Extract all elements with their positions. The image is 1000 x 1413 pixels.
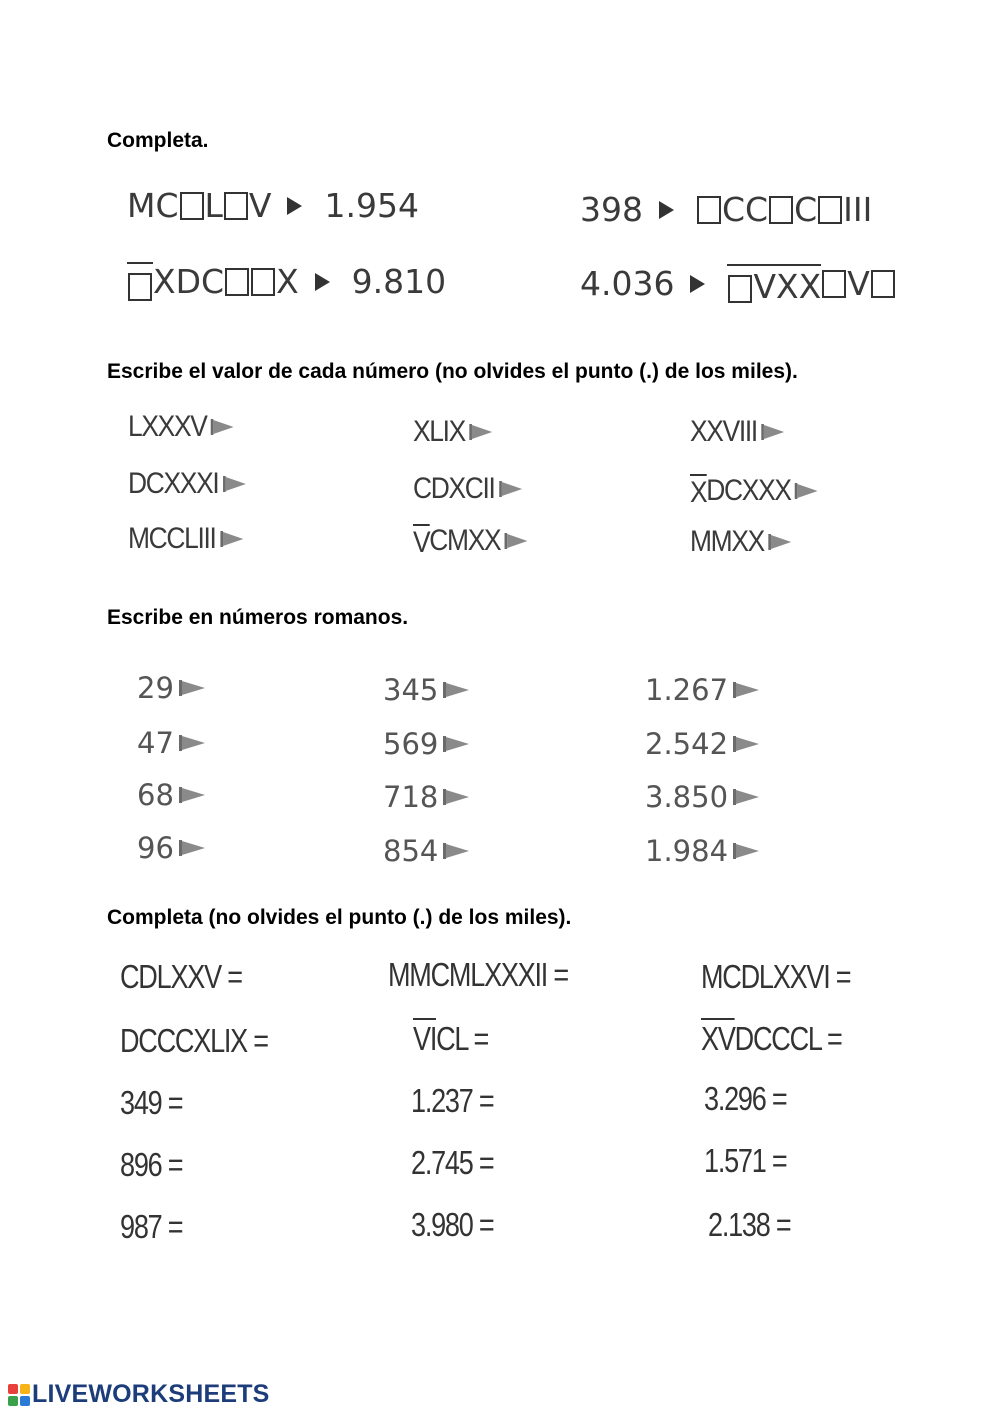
roman-text: MMXX [690, 525, 764, 558]
roman-item [413, 524, 528, 558]
roman-part: MC [127, 186, 179, 225]
number-text: 718 [383, 780, 439, 814]
roman-part: C [794, 190, 818, 229]
number-text: 345 [383, 673, 439, 707]
roman-item [128, 410, 235, 444]
number-item [137, 831, 206, 865]
number-text: 854 [383, 834, 439, 868]
roman-part: V [248, 186, 272, 225]
flag-arrow-icon [442, 680, 470, 700]
number-text: 68 [137, 778, 174, 812]
roman-item [413, 415, 493, 449]
roman-part: XDC [153, 262, 225, 301]
number-item [645, 780, 760, 814]
flag-arrow-icon [210, 417, 235, 437]
number-text: 1.984 [645, 834, 729, 868]
logo-square [8, 1384, 18, 1394]
equation-item: 1.571 = [704, 1142, 787, 1179]
number-item [383, 673, 470, 707]
number-text: 1.267 [645, 673, 729, 707]
equation-item: 2.138 = [708, 1206, 791, 1243]
blank-box[interactable] [224, 192, 248, 220]
blank-box[interactable] [728, 275, 752, 303]
number-item [137, 671, 206, 705]
blank-box[interactable] [128, 273, 152, 301]
equation-item: 1.237 = [411, 1082, 494, 1119]
equation-item: MCDLXXVI = [701, 958, 851, 995]
arrow-icon [659, 201, 674, 219]
number-text: 96 [137, 831, 174, 865]
complete-item [580, 264, 896, 306]
section-heading: Completa. [107, 129, 209, 152]
number-text: 2.542 [645, 727, 729, 761]
complete-item [127, 262, 446, 301]
flag-arrow-icon [222, 474, 247, 494]
section-heading: Escribe el valor de cada número (no olvides el punto (.) de los miles). [107, 360, 798, 383]
number-value: 1.954 [324, 186, 419, 225]
number-text: 29 [137, 671, 174, 705]
equation-item: 3.296 = [704, 1080, 787, 1117]
roman-text: CMXX [429, 524, 501, 557]
number-item [645, 834, 760, 868]
flag-arrow-icon [760, 422, 785, 442]
liveworksheets-logo-icon [8, 1384, 30, 1406]
roman-item [690, 474, 819, 508]
number-value: 398 [580, 190, 643, 229]
roman-overline: X [690, 476, 707, 509]
equation-item: MMCMLXXXII = [388, 956, 568, 993]
roman-part: III [843, 190, 873, 229]
number-text: 3.850 [645, 780, 729, 814]
arrow-icon [315, 273, 330, 291]
roman-part: V [847, 264, 870, 303]
complete-item [127, 186, 419, 225]
number-item [137, 726, 206, 760]
flag-arrow-icon [178, 733, 206, 753]
roman-text: DCCCL = [734, 1020, 842, 1057]
logo-text: LIVEWORKSHEETS [32, 1380, 270, 1408]
roman-text: XLIX [413, 415, 465, 448]
roman-part: VXX [753, 267, 822, 306]
number-item [645, 673, 760, 707]
equation-item: 349 = [120, 1084, 183, 1121]
flag-arrow-icon [767, 532, 792, 552]
equation-item: 987 = [120, 1208, 183, 1245]
arrow-icon [287, 197, 302, 215]
roman-overline: V [413, 526, 430, 559]
liveworksheets-logo[interactable] [8, 1380, 270, 1409]
equation-item: 3.980 = [411, 1206, 494, 1243]
flag-arrow-icon [178, 838, 206, 858]
blank-box[interactable] [818, 196, 842, 224]
number-text: 47 [137, 726, 174, 760]
number-item [383, 834, 470, 868]
equation-item: DCCCXLIX = [120, 1022, 268, 1059]
number-item [137, 778, 206, 812]
overline-group [727, 264, 822, 306]
flag-arrow-icon [468, 422, 493, 442]
blank-box[interactable] [871, 270, 895, 298]
number-item [383, 780, 470, 814]
roman-item [413, 472, 523, 506]
flag-arrow-icon [732, 734, 760, 754]
flag-arrow-icon [498, 479, 523, 499]
number-value: 9.810 [351, 262, 447, 301]
roman-text: CDXCII [413, 472, 495, 505]
number-text: 569 [383, 727, 439, 761]
flag-arrow-icon [794, 481, 819, 501]
blank-box[interactable] [180, 192, 204, 220]
number-item [383, 727, 470, 761]
roman-item [690, 525, 792, 559]
roman-overline: VI [413, 1020, 437, 1057]
roman-text: CL = [436, 1020, 489, 1057]
roman-text: XXVIII [690, 415, 757, 448]
logo-square [8, 1396, 18, 1406]
roman-text: MCCLIII [128, 522, 216, 555]
flag-arrow-icon [504, 531, 529, 551]
roman-text: LXXXV [128, 410, 207, 443]
roman-item [690, 415, 785, 449]
flag-arrow-icon [732, 680, 760, 700]
section-heading: Escribe en números romanos. [107, 606, 409, 629]
logo-square [20, 1396, 30, 1406]
flag-arrow-icon [732, 787, 760, 807]
roman-part: CC [722, 190, 769, 229]
roman-part: X [276, 262, 299, 301]
blank-box[interactable] [822, 270, 846, 298]
roman-text: DCXXX [706, 474, 791, 507]
flag-arrow-icon [178, 785, 206, 805]
logo-square [20, 1384, 30, 1394]
section-heading: Completa (no olvides el punto (.) de los miles). [107, 906, 572, 929]
blank-box[interactable] [769, 196, 793, 224]
number-item [645, 727, 760, 761]
flag-arrow-icon [442, 734, 470, 754]
blank-box[interactable] [225, 268, 249, 296]
flag-arrow-icon [442, 841, 470, 861]
roman-overline: XV [701, 1020, 735, 1057]
blank-box[interactable] [697, 196, 721, 224]
roman-part: L [204, 186, 223, 225]
roman-item [128, 467, 247, 501]
equation-item: CDLXXV = [120, 958, 242, 995]
roman-item [128, 522, 244, 556]
overline-group [127, 262, 153, 301]
flag-arrow-icon [732, 841, 760, 861]
complete-item [580, 190, 872, 229]
equation-item [413, 1018, 488, 1058]
number-value: 4.036 [580, 264, 675, 303]
flag-arrow-icon [219, 529, 244, 549]
equation-item: 2.745 = [411, 1144, 494, 1181]
equation-item [701, 1018, 842, 1058]
blank-box[interactable] [251, 268, 275, 296]
flag-arrow-icon [178, 678, 206, 698]
roman-text: DCXXXI [128, 467, 219, 500]
equation-item: 896 = [120, 1146, 183, 1183]
flag-arrow-icon [442, 787, 470, 807]
arrow-icon [690, 275, 705, 293]
